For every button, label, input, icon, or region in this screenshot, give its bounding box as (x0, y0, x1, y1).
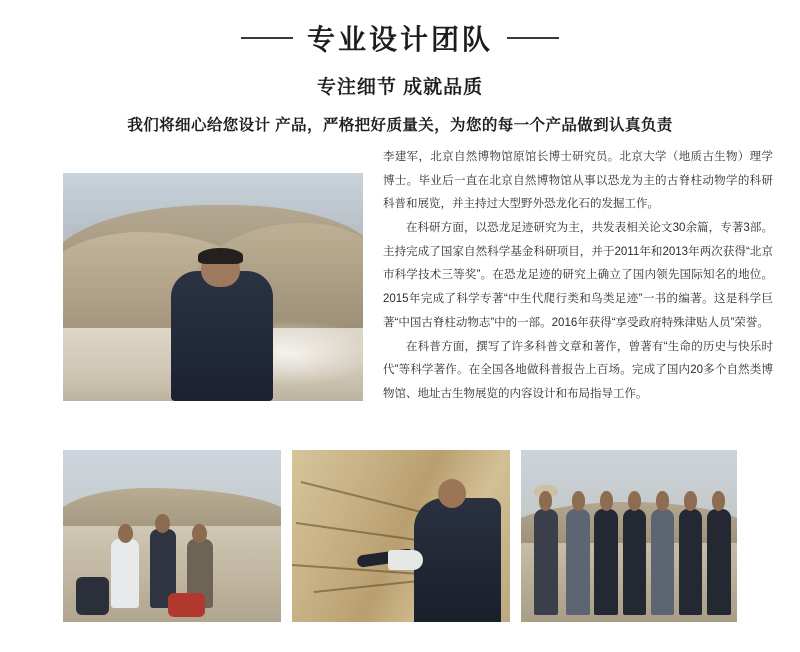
fieldwork-photo-1-image (63, 450, 281, 622)
title-row (0, 18, 800, 58)
photo-strip (0, 450, 800, 622)
person (623, 509, 647, 616)
person-head (155, 514, 170, 533)
fieldwork-photo-3-image (521, 450, 737, 622)
bio-paragraph-3: 在科普方面，撰写了许多科普文章和著作，曾著有“生命的历史与快乐时代”等科学著作。在全国各地做科普报告上百场。完成了国内20多个自然类博物馆、地址古生物展览的内容设计和布局指导工作。 (383, 340, 773, 400)
megaphone (388, 550, 423, 571)
person (566, 509, 590, 616)
title-rule-right (507, 37, 559, 39)
person-head (118, 524, 133, 543)
person-head (600, 491, 613, 510)
person-with-hat (534, 509, 558, 616)
bio-paragraph-2: 在科研方面，以恐龙足迹研究为主，共发表相关论文30余篇，专著3部。主持完成了国家自然科学基金科研项目，并于2011年和2013年两次获得“北京市科学技术三等奖”。在恐龙足迹的研究上确立了国内领先国际知名的地位。2015年完成了科学专著“中生代爬行类和鸟类足迹”一书的编著。这是科学巨著“中国古脊柱动物志”中的一部。2016年获得“享受政府特殊津贴人员”荣誉。 (383, 222, 773, 329)
page-title: 专业设计团队 (306, 24, 493, 55)
portrait-photo (63, 173, 363, 401)
person (679, 509, 703, 616)
backpack-red (168, 593, 205, 617)
bio-text (383, 146, 773, 407)
person-body (171, 271, 273, 401)
tag-line: 我们将细心给您设计 产品，严格把好质量关，为您的每一个产品做到认真负责 (127, 117, 673, 134)
person-head (712, 491, 725, 510)
sub-title: 专注细节 成就品质 (316, 77, 484, 98)
bio-paragraph-1: 李建军，北京自然博物馆原馆长博士研究员。北京大学（地质古生物）理学博士。毕业后一直在北京自然博物馆从事以恐龙为主的古脊柱动物学的科研科普和展览，并主持过大型野外恐龙化石的发掘工作。 (383, 151, 773, 211)
portrait-photo-image (63, 173, 363, 401)
fieldwork-photo-1 (63, 450, 281, 622)
person-head (572, 491, 585, 510)
backpack-dark (76, 577, 109, 615)
bio-section (0, 140, 800, 440)
person (651, 509, 675, 616)
person-body (414, 498, 501, 622)
fieldwork-photo-3 (521, 450, 737, 622)
person-head (192, 524, 207, 543)
person-head (656, 491, 669, 510)
person-head (684, 491, 697, 510)
fieldwork-photo-2-image (292, 450, 510, 622)
header (0, 0, 800, 135)
title-rule-left (241, 37, 293, 39)
person-head (628, 491, 641, 510)
person (707, 509, 731, 616)
person (594, 509, 618, 616)
person-hair (198, 248, 243, 264)
fieldwork-photo-2 (292, 450, 510, 622)
person-crouching-white (111, 539, 139, 608)
